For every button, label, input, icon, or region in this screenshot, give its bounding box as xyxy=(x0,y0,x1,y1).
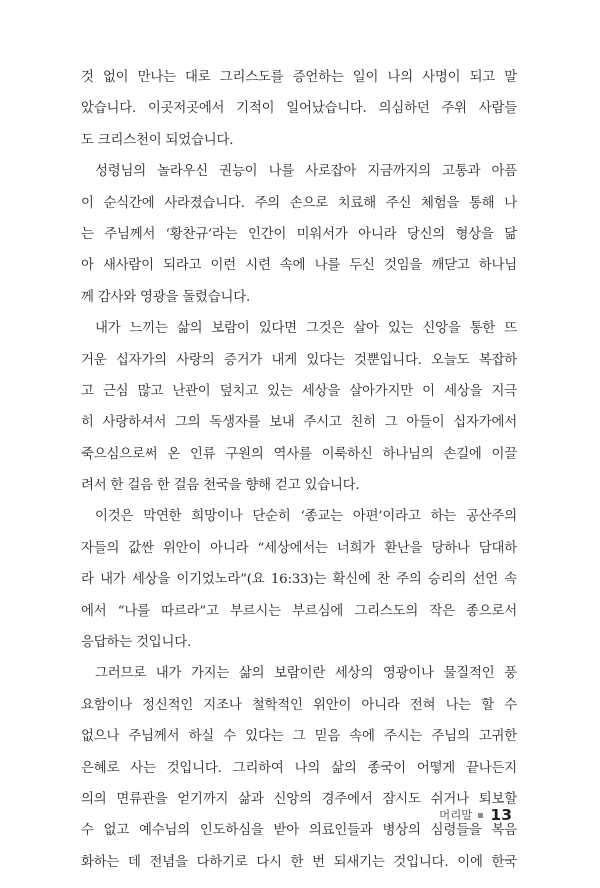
text-line: 요함이나 정신적인 지조나 철학적인 위안이 아니라 전혀 나는 할 수 xyxy=(81,697,517,713)
square-bullet-icon xyxy=(478,813,483,818)
text-line: 화하는 데 전념을 다하기로 다시 한 번 되새기는 것입니다. 이에 한국 xyxy=(81,854,517,870)
text-line: 라 내가 세상을 이기었노라”(요 16:33)는 확신에 찬 주의 승리의 선언 속 xyxy=(81,572,517,588)
text-line: 이것은 막연한 희망이나 단순히 ‘종교는 아편’이라고 하는 공산주의 xyxy=(95,509,517,525)
text-line: 죽으심으로써 온 인류 구원의 역사를 이룩하신 하나님의 손길에 이끌 xyxy=(81,446,517,462)
text-line: 수 없고 예수님의 인도하심을 받아 의료인들과 병상의 심령들을 복음 xyxy=(81,823,517,839)
text-line: 는 주님께서 ‘황찬규’라는 인간이 미워서가 아니라 당신의 형상을 닮 xyxy=(81,226,517,242)
text-line: 아 새사람이 되라고 이런 시련 속에 나를 두신 것임을 깨닫고 하나님 xyxy=(81,258,517,274)
page-number: 13 xyxy=(490,806,512,824)
text-line: 자들의 값싼 위안이 아니라 “세상에서는 너희가 환난을 당하나 담대하 xyxy=(81,540,517,556)
text-line: 것 없이 만나는 대로 그리스도를 증언하는 일이 나의 사명이 되고 말 xyxy=(81,70,517,85)
text-line: 내가 느끼는 삶의 보람이 있다면 그것은 살아 있는 신앙을 통한 뜨 xyxy=(95,321,517,337)
text-line: 은혜로 사는 것입니다. 그리하여 나의 삶의 종국이 어떻게 끝나든지 xyxy=(81,760,517,776)
text-line: 려서 한 걸음 한 걸음 천국을 향해 걷고 있습니다. xyxy=(81,478,360,494)
body-text xyxy=(81,62,517,878)
text-line: 에서 “나를 따르라”고 부르시는 부르심에 그리스도의 작은 종으로서 xyxy=(81,603,517,619)
text-line: 도 크리스천이 되었습니다. xyxy=(81,132,234,148)
text-line: 의의 면류관을 얻기까지 삶과 신앙의 경주에서 잠시도 쉬거나 퇴보할 xyxy=(81,791,517,807)
text-line: 고 근심 많고 난관이 덮치고 있는 세상을 살아가지만 이 세상을 지극 xyxy=(81,383,517,399)
text-line: 거운 십자가의 사랑의 증거가 내게 있다는 것뿐입니다. 오늘도 복잡하 xyxy=(81,352,517,368)
text-line: 이 순식간에 사라졌습니다. 주의 손으로 치료해 주신 체험을 통해 나 xyxy=(81,195,517,211)
section-label: 머리말 xyxy=(439,808,473,822)
text-line: 께 감사와 영광을 돌렸습니다. xyxy=(81,289,251,305)
text-line: 그러므로 내가 가지는 삶의 보람이란 세상의 영광이나 물질적인 풍 xyxy=(95,666,517,682)
text-line: 응답하는 것입니다. xyxy=(81,635,191,651)
text-line: 성령님의 놀라우신 권능이 나를 사로잡아 지금까지의 고통과 아픔 xyxy=(95,164,517,180)
text-line: 히 사랑하셔서 그의 독생자를 보내 주시고 친히 그 아들이 십자가에서 xyxy=(81,415,517,431)
page-footer xyxy=(439,806,512,824)
text-line: 없으나 주님께서 하실 수 있다는 그 믿음 속에 주시는 주님의 고귀한 xyxy=(81,729,517,745)
text-line: 았습니다. 이곳저곳에서 기적이 일어났습니다. 의심하던 주위 사람들 xyxy=(81,101,517,117)
